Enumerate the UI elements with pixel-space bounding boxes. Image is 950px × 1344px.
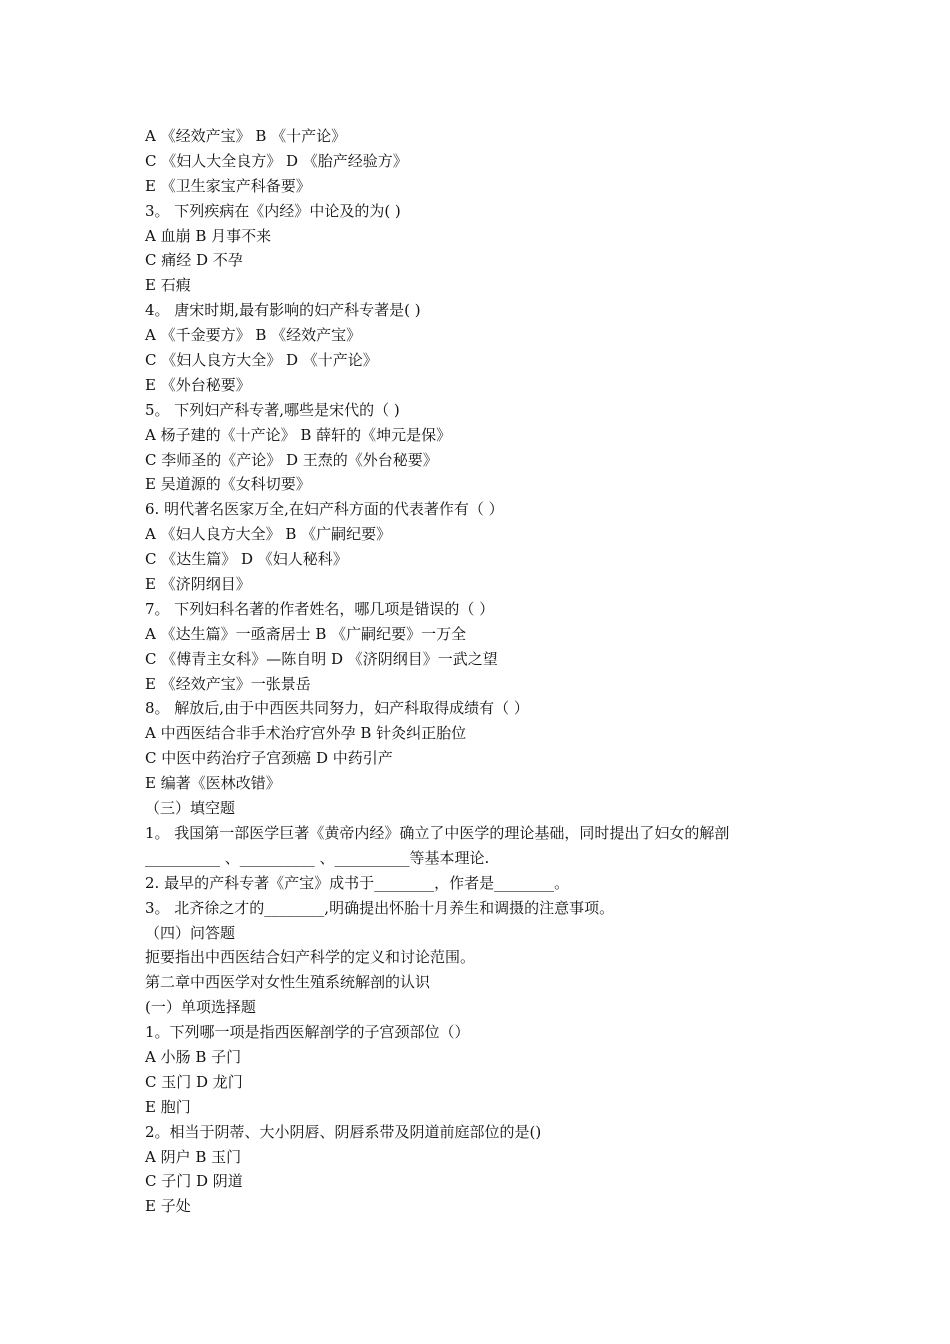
text-line: C 《妇人良方大全》 D 《十产论》	[145, 351, 378, 370]
text-line: E 《卫生家宝产科备要》	[145, 176, 311, 195]
text-line: __________ 、__________ 、__________等基本理论.	[145, 848, 490, 867]
text-line: E 《经效产宝》一张景岳	[145, 674, 311, 693]
question-line: 2. 最早的产科专著《产宝》成书于________，作者是________。	[145, 873, 570, 892]
text-line: A 《妇人良方大全》 B 《广嗣纪要》	[145, 525, 392, 544]
text-line: C 《达生篇》 D 《妇人秘科》	[145, 550, 348, 569]
text-line: A 阴户 B 玉门	[145, 1147, 242, 1166]
question-line: 2。相当于阴蒂、大小阴唇、阴唇系带及阴道前庭部位的是()	[145, 1122, 542, 1141]
text-line: C 玉门 D 龙门	[145, 1072, 243, 1091]
text-line: A 《达生篇》一亟斋居士 B 《广嗣纪要》一万全	[145, 624, 467, 643]
section-heading: （三）填空题	[145, 799, 236, 818]
text-line: A 中西医结合非手术治疗宫外孕 B 针灸纠正胎位	[145, 724, 467, 743]
text-line: E 胞门	[145, 1097, 191, 1116]
question-line: 1。 我国第一部医学巨著《黄帝内经》确立了中医学的理论基础，同时提出了妇女的解剖	[145, 823, 730, 842]
question-line: 8。 解放后,由于中西医共同努力，妇产科取得成绩有（ ）	[145, 699, 529, 718]
text-line: C 中医中药治疗子宫颈癌 D 中药引产	[145, 749, 393, 768]
text-line: C 子门 D 阴道	[145, 1172, 243, 1191]
question-line: 3。 北齐徐之才的________,明确提出怀胎十月养生和调摄的注意事项。	[145, 898, 615, 917]
text-line: C 痛经 D 不孕	[145, 251, 243, 270]
question-line: 6. 明代著名医家万全,在妇产科方面的代表著作有（ ）	[145, 500, 504, 519]
text-line: A 小肠 B 子门	[145, 1047, 242, 1066]
text-line: C 《妇人大全良方》 D 《胎产经验方》	[145, 151, 408, 170]
text-line: E 《济阴纲目》	[145, 575, 251, 594]
question-line: 3。 下列疾病在《内经》中论及的为( )	[145, 201, 401, 220]
question-line: 1。下列哪一项是指西医解剖学的子宫颈部位（）	[145, 1023, 470, 1042]
text-line: E 《外台秘要》	[145, 375, 251, 394]
text-line: A 《千金要方》 B 《经效产宝》	[145, 326, 362, 345]
chapter-heading: 第二章中西医学对女性生殖系统解剖的认识	[145, 973, 431, 992]
text-line: A 《经效产宝》 B 《十产论》	[145, 127, 347, 145]
document-body	[145, 124, 825, 1219]
question-line: 5。 下列妇产科专著,哪些是宋代的（ )	[145, 400, 400, 419]
text-line: A 血崩 B 月事不来	[145, 226, 272, 245]
section-heading: （四）问答题	[145, 923, 236, 942]
text-line: E 石瘕	[145, 276, 191, 295]
text-line: A 杨子建的《十产论》 B 薛轩的《坤元是保》	[145, 425, 452, 444]
text-line: E 吴道源的《女科切要》	[145, 475, 311, 494]
text-line: E 子处	[145, 1197, 191, 1216]
section-heading: (一）单项选择题	[145, 998, 256, 1017]
question-line: 4。 唐宋时期,最有影响的妇产科专著是( )	[145, 301, 421, 320]
text-line: 扼要指出中西医结合妇产科学的定义和讨论范围。	[145, 948, 476, 967]
text-line: E 编著《医林改错》	[145, 774, 281, 793]
text-line: C 李师圣的《产论》 D 王焘的《外台秘要》	[145, 450, 438, 469]
question-line: 7。 下列妇科名著的作者姓名，哪几项是错误的（ ）	[145, 599, 495, 618]
text-line: C 《傅青主女科》—陈自明 D 《济阴纲目》一武之望	[145, 649, 498, 668]
